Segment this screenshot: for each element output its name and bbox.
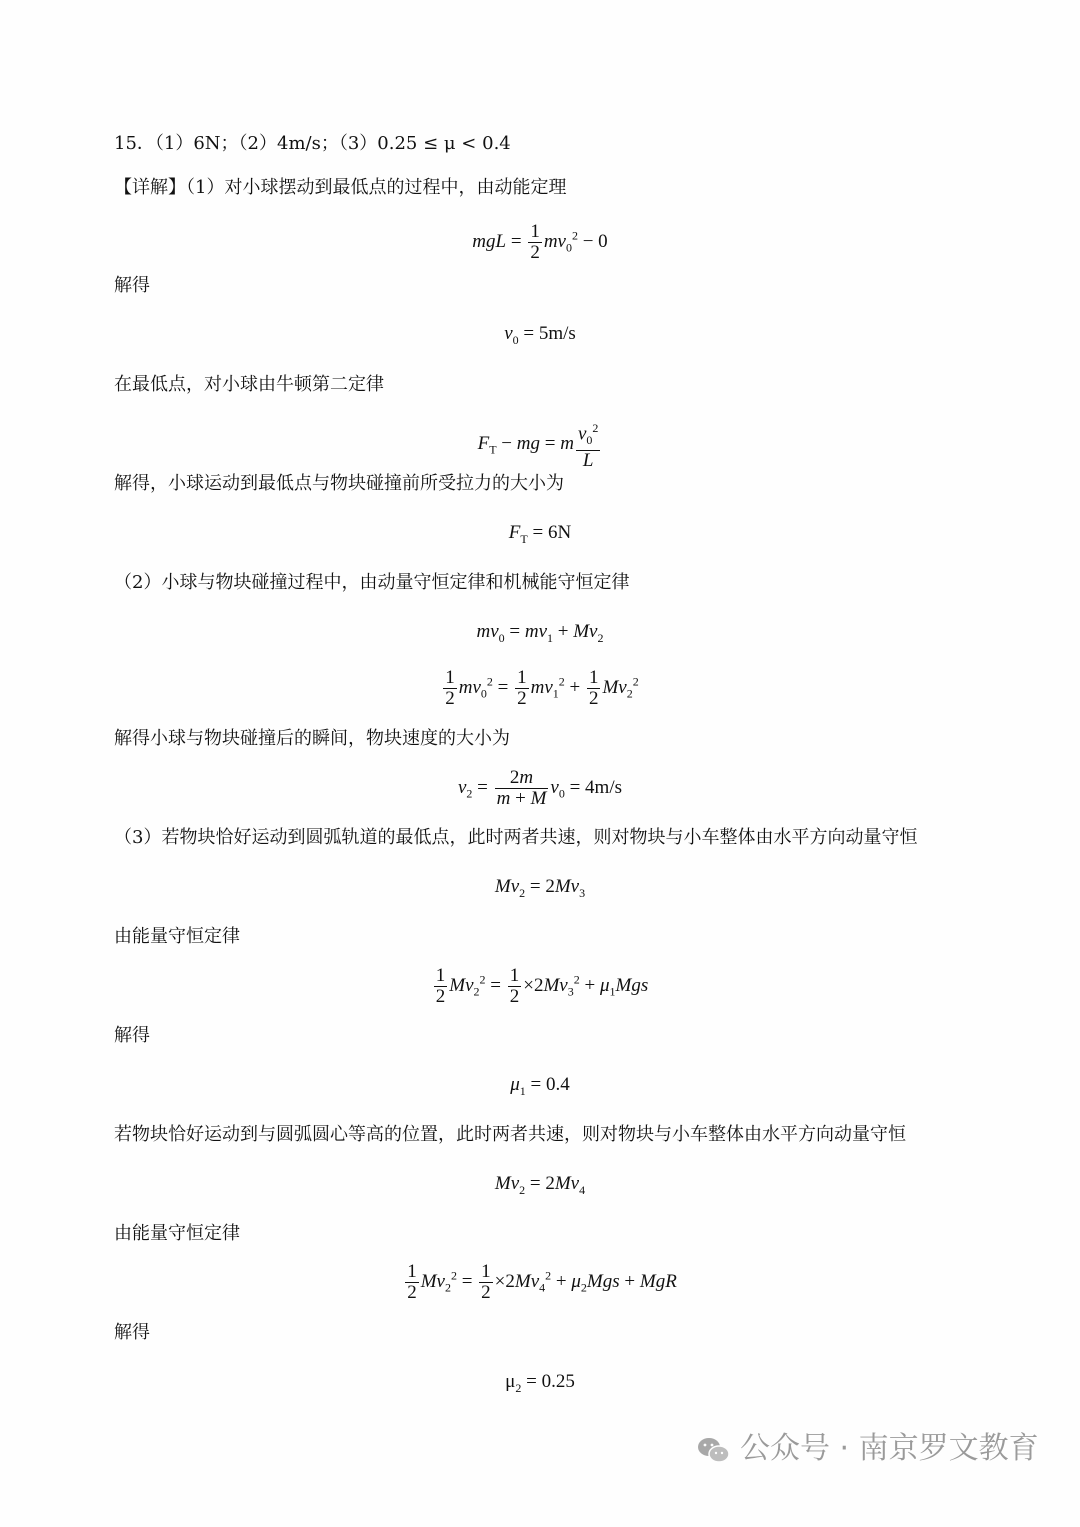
equation-kinetic-energy: mgL = $\frac{1}{2}$ $mv_0^2 - 0$ xyxy=(472,221,608,263)
detail-paragraph-2: 在最低点，对小球由牛顿第二定律 xyxy=(114,374,384,395)
answer-summary: 15．（1）6N；（2）4m/s；（3）0.25 ≤ μ < 0.4 xyxy=(114,133,511,154)
equation-mu2: $\mu_2 = 0.25$ xyxy=(505,1371,575,1395)
equation-tension: $F_T = 6N$ xyxy=(508,522,572,546)
equation-momentum-collision: $mv_0 = mv_1 + Mv_2$ xyxy=(476,621,604,645)
watermark xyxy=(696,1432,1039,1466)
equation-energy-mu1: $\frac{1}{2}$ $Mv_2^2$ = $\frac{1}{2}$ $\times 2Mv_3^2 + \mu_1Mgs$ xyxy=(435,965,649,1007)
detail-paragraph-1 xyxy=(114,177,566,199)
equation-v0: $v_0 = 5m/s$ xyxy=(504,323,576,347)
watermark-text: 公众号 · 南京罗文教育 xyxy=(740,1431,1039,1466)
detail-text-1: （1）对小球摆动到最低点的过程中，由动能定理 xyxy=(186,177,567,198)
detail-paragraph-5: 解得小球与物块碰撞后的瞬间，物块速度的大小为 xyxy=(114,728,510,749)
wechat-icon xyxy=(696,1436,730,1464)
energy-label-1: 由能量守恒定律 xyxy=(114,926,240,947)
equation-energy-mu2: $\frac{1}{2}$ $Mv_2^2$ = $\frac{1}{2}$ $\times 2Mv_4^2 + \mu_2Mgs$ + MgR xyxy=(407,1261,677,1303)
equation-newton-second-law: $F_T$ − mg = m $\frac{v_0^2}{L}$ xyxy=(0,418,1080,471)
detail-paragraph-4: （2）小球与物块碰撞过程中，由动量守恒定律和机械能守恒定律 xyxy=(114,572,630,593)
solve-label-2: 解得 xyxy=(114,1025,150,1046)
detail-label: 【详解】 xyxy=(114,177,186,198)
solve-label-3: 解得 xyxy=(114,1322,150,1343)
energy-label-2: 由能量守恒定律 xyxy=(114,1223,240,1244)
detail-paragraph-6: （3）若物块恰好运动到圆弧轨道的最低点，此时两者共速，则对物块与小车整体由水平方向动量守恒 xyxy=(114,827,918,848)
solve-label-1: 解得 xyxy=(114,275,150,296)
equation-mu1: $\mu_1 = 0.4$ xyxy=(510,1074,570,1098)
detail-paragraph-3: 解得，小球运动到最低点与物块碰撞前所受拉力的大小为 xyxy=(114,473,564,494)
equation-momentum-v3: $Mv_2 = 2Mv_3$ xyxy=(494,876,586,900)
detail-paragraph-7: 若物块恰好运动到与圆弧圆心等高的位置，此时两者共速，则对物块与小车整体由水平方向动量守恒 xyxy=(114,1124,906,1145)
equation-momentum-v4: $Mv_2 = 2Mv_4$ xyxy=(494,1173,586,1197)
equation-energy-collision: $\frac{1}{2}$ $mv_0^2$ = $\frac{1}{2}$ $mv_1^2$ + $\frac{1}{2}$ $Mv_2^2$ xyxy=(445,667,639,709)
equation-v2: $v_2$ = $\frac{2m}{m + M}$ $v_0 = 4m/s$ xyxy=(457,767,623,809)
